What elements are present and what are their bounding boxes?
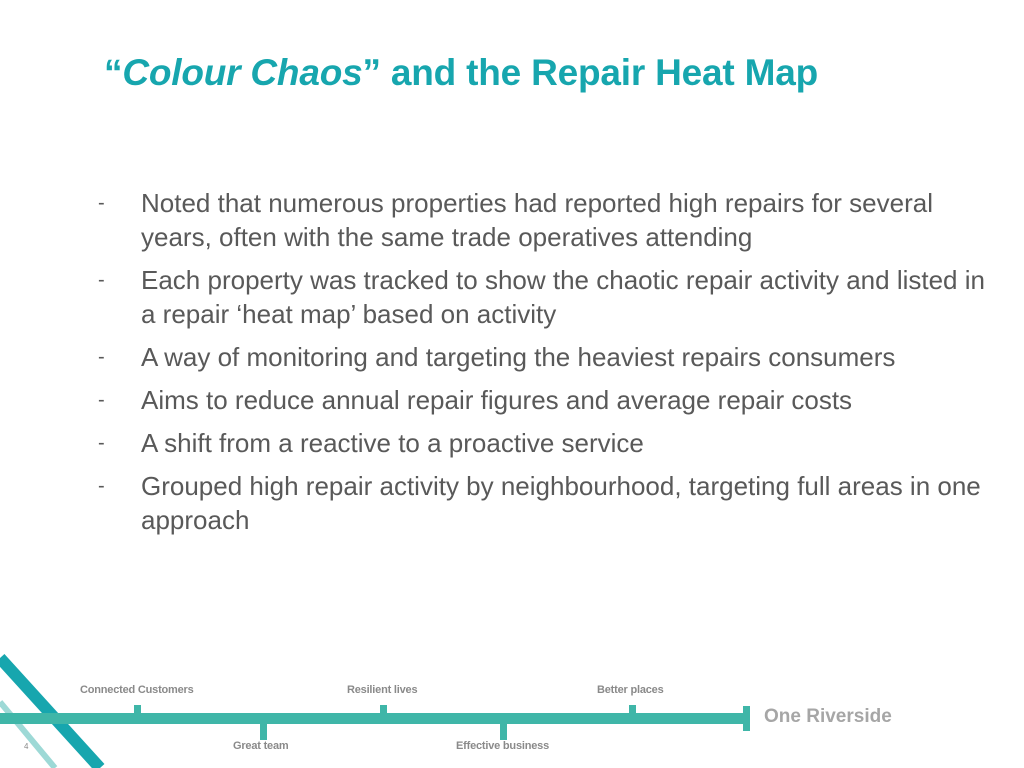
bullet-item: [98, 383, 998, 417]
timeline-label-resilient-lives: Resilient lives: [347, 684, 418, 696]
bullet-text: Noted that numerous properties had reported high repairs for several years, often with the same trade operatives attending: [141, 188, 933, 252]
bullet-item: [98, 263, 998, 331]
bullet-item: [98, 426, 998, 460]
bullet-marker: -: [98, 475, 105, 497]
timeline-tick-bottom: [260, 720, 267, 740]
bullet-text: A shift from a reactive to a proactive service: [141, 428, 644, 458]
timeline-label-effective-business: Effective business: [456, 740, 549, 752]
bullet-item: [98, 469, 998, 537]
timeline-tick-top: [380, 705, 387, 717]
bullet-list: [98, 186, 998, 546]
bullet-marker: -: [98, 346, 105, 368]
bullet-marker: -: [98, 269, 105, 291]
timeline-tick-top: [629, 705, 636, 717]
timeline-label-better-places: Better places: [597, 684, 664, 696]
bullet-item: [98, 186, 998, 254]
bullet-marker: -: [98, 389, 105, 411]
title-emphasis: Colour Chaos: [122, 52, 363, 93]
brand-logo-text: One Riverside: [764, 706, 892, 727]
bullet-marker: -: [98, 432, 105, 454]
bullet-item: [98, 340, 998, 374]
title-rest: ” and the Repair Heat Map: [362, 52, 819, 93]
timeline-tick-top: [134, 705, 141, 717]
bullet-marker: -: [98, 192, 105, 214]
footer-timeline: [0, 650, 1024, 768]
bullet-text: Each property was tracked to show the chaotic repair activity and listed in a repair ‘heat map’ based on activity: [141, 265, 985, 329]
timeline-end-cap: [743, 706, 750, 731]
bullet-text: Grouped high repair activity by neighbourhood, targeting full areas in one approach: [141, 471, 981, 535]
bullet-text: Aims to reduce annual repair figures and average repair costs: [141, 385, 853, 415]
timeline-tick-bottom: [500, 720, 507, 740]
page-number: 4: [24, 742, 29, 751]
title-open-quote: “: [104, 52, 123, 93]
slide-title: [104, 52, 818, 94]
timeline-label-connected-customers: Connected Customers: [80, 684, 194, 696]
timeline-label-great-team: Great team: [233, 740, 289, 752]
bullet-text: A way of monitoring and targeting the heaviest repairs consumers: [141, 342, 896, 372]
